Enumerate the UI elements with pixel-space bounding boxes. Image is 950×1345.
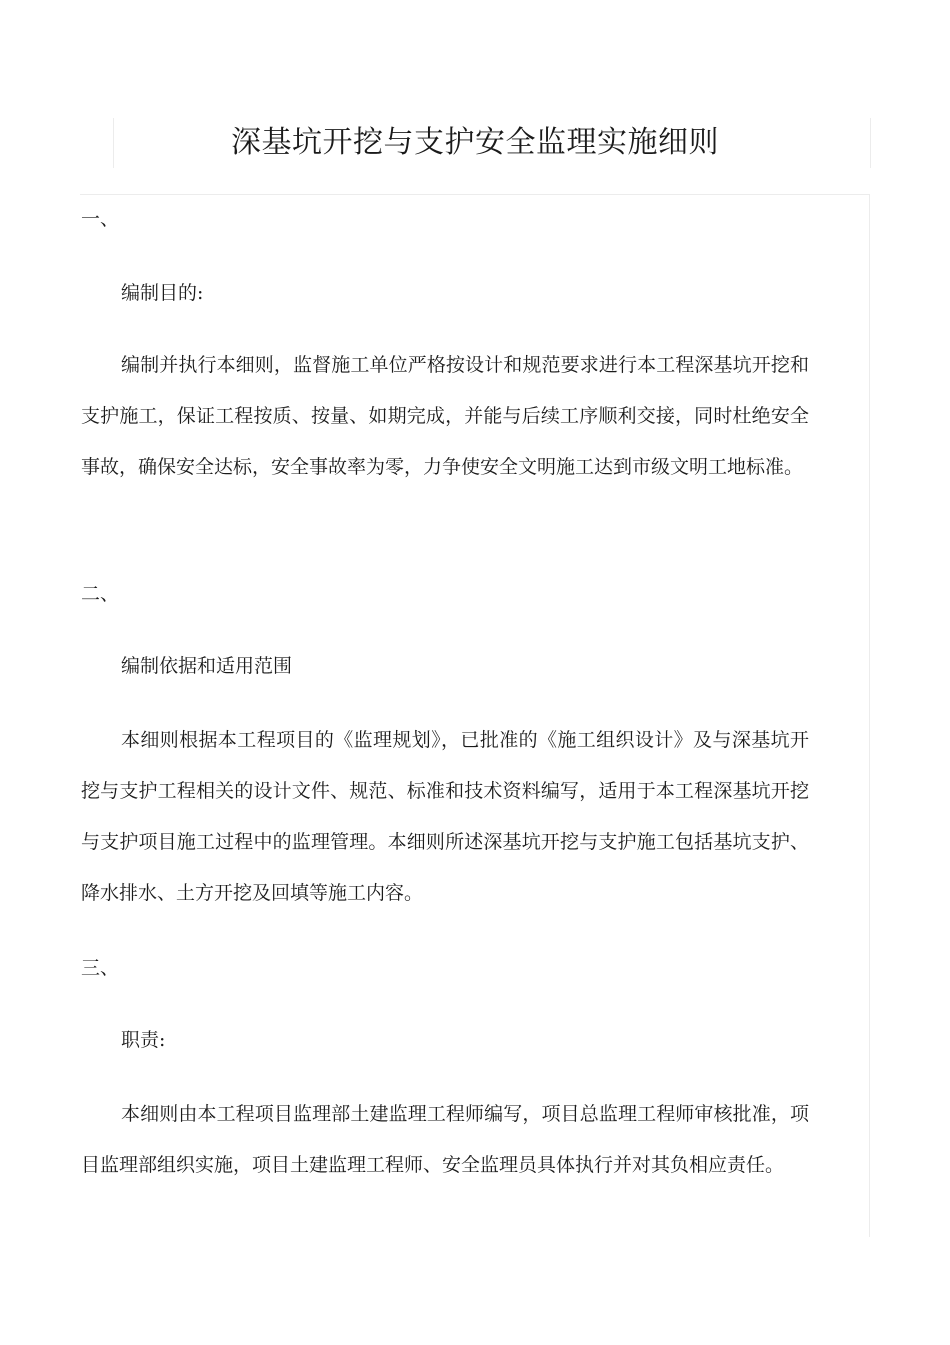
section-1-subtitle: 编制目的:	[121, 282, 204, 304]
section-2-body: 本细则根据本工程项目的《监理规划》，已批准的《施工组织设计》及与深基坑开挖与支护工程相关的设计文件、规范、标准和技术资料编写，适用于本工程深基坑开挖与支护项目施工过程中的监理管理。本细则所述深基坑开挖与支护施工包括基坑支护、降水排水、土方开挖及回填等施工内容。	[81, 729, 809, 904]
document-title: 深基坑开挖与支护安全监理实施细则	[231, 125, 719, 160]
section-2-number: 二、	[81, 583, 120, 605]
section-3-body: 本细则由本工程项目监理部土建监理工程师编写，项目总监理工程师审核批准，项目监理部组织实施，项目土建监理工程师、安全监理员具体执行并对其负相应责任。	[81, 1103, 809, 1176]
section-3-number: 三、	[81, 957, 120, 979]
section-1-number: 一、	[81, 208, 120, 230]
section-3-subtitle: 职责:	[121, 1029, 166, 1051]
section-1-body: 编制并执行本细则，监督施工单位严格按设计和规范要求进行本工程深基坑开挖和支护施工，保证工程按质、按量、如期完成，并能与后续工序顺利交接，同时杜绝安全事故，确保安全达标，安全事故率为零，力争使安全文明施工达到市级文明工地标准。	[81, 354, 809, 478]
section-2-subtitle: 编制依据和适用范围	[121, 655, 293, 677]
